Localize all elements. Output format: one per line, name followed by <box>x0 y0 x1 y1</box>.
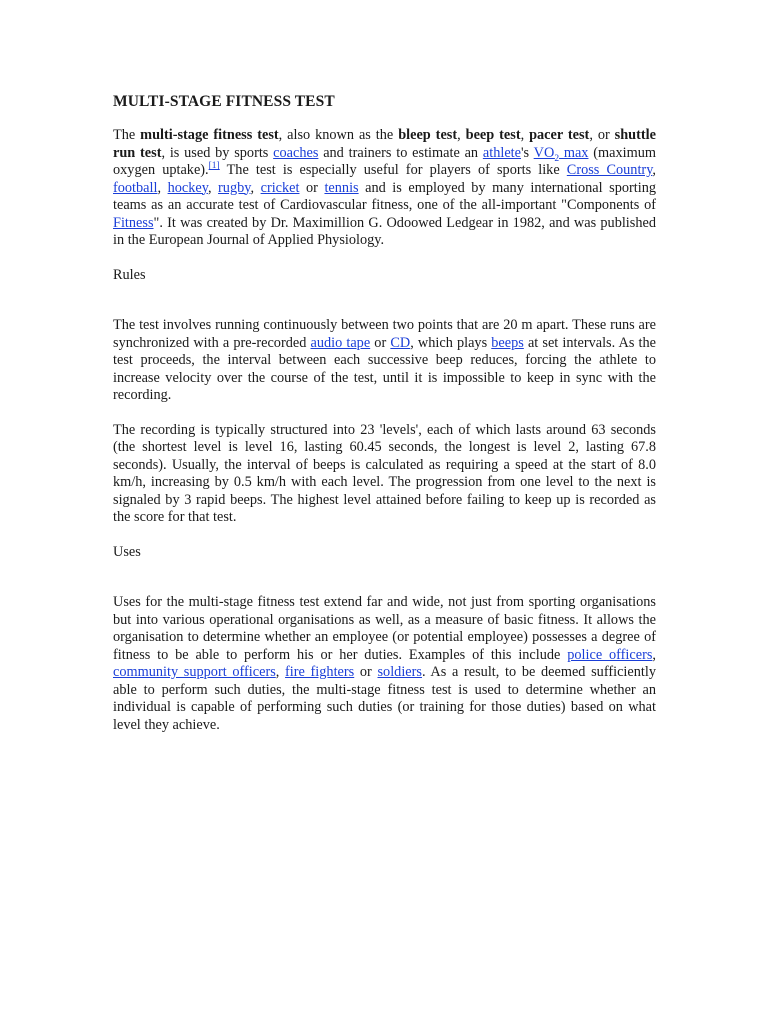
bold-term-beep-test: beep test <box>465 127 521 143</box>
uses-paragraph <box>113 594 656 734</box>
text-run: , <box>652 162 656 178</box>
text-run: The test is especially useful for players of sports like <box>219 162 567 178</box>
bold-term-multi-stage-fitness-test: multi-stage fitness test <box>140 127 279 143</box>
link-tennis[interactable]: tennis <box>324 179 359 196</box>
rules-paragraph-1 <box>113 317 656 405</box>
text-run: , also known as the <box>278 127 399 143</box>
section-gap <box>113 561 656 594</box>
link-vo2-max-text: max <box>559 144 589 161</box>
link-police-officers[interactable]: police officers <box>567 646 653 663</box>
link-coaches[interactable]: coaches <box>273 144 319 161</box>
section-gap <box>113 284 656 317</box>
document-page <box>113 93 656 734</box>
text-run: , <box>457 127 466 143</box>
link-athlete[interactable]: athlete <box>482 144 521 161</box>
paragraph-gap <box>113 527 656 544</box>
text-run: ". It was created by Dr. Maximillion G. Odoowed Ledgear in 1982, and was published in the European Journal of Applied Physiology. <box>113 214 656 248</box>
bold-term-pacer-test: pacer test <box>529 127 590 143</box>
text-run: or <box>354 664 378 680</box>
bold-term-bleep-test: bleep test <box>398 127 458 143</box>
text-run: 's <box>520 144 534 161</box>
text-run: and trainers to estimate an <box>318 144 483 161</box>
link-vo2-text: VO <box>533 144 555 161</box>
text-run: or <box>370 334 391 351</box>
text-run: or <box>299 179 325 196</box>
link-hockey[interactable]: hockey <box>167 179 208 196</box>
text-run: The test involves running continuously between two points that are 20 m apart. These runs are synchronized with a pre-recorded <box>113 317 656 351</box>
text-run: , <box>652 646 656 663</box>
text-run: . As a result, to be deemed sufficiently able to perform such duties, the multi-stage fitness test is used to determine whether an individual is capable of performing such duties (or training for those duties) based on what level they achieve. <box>113 664 656 733</box>
text-run: (maximum oxygen uptake). <box>113 144 656 178</box>
intro-paragraph <box>113 127 656 250</box>
link-rugby[interactable]: rugby <box>218 179 251 196</box>
text-run: Uses for the multi-stage fitness test extend far and wide, not just from sporting organisations but into various operational organisations as well, as a measure of basic fitness. It allows the organisation to determine whether an employee (or potential employee) possesses a degree of fitness to be able to perform his or her duties. Examples of this include <box>113 594 656 663</box>
link-fitness[interactable]: Fitness <box>113 214 154 231</box>
link-vo2-max[interactable] <box>533 144 589 164</box>
link-fire-fighters[interactable]: fire fighters <box>285 664 355 680</box>
text-run: , <box>207 179 219 196</box>
link-cricket[interactable]: cricket <box>260 179 300 196</box>
link-beeps[interactable]: beeps <box>491 334 524 351</box>
section-heading-uses: Uses <box>113 543 141 560</box>
page-title: MULTI-STAGE FITNESS TEST <box>113 93 335 110</box>
link-cross-country[interactable]: Cross Country <box>566 162 653 178</box>
link-football[interactable]: football <box>113 179 158 196</box>
paragraph-gap <box>113 405 656 422</box>
link-community-support-officers[interactable]: community support officers <box>113 664 276 680</box>
text-run: at set intervals. As the test proceeds, the interval between each successive beep reduces, forcing the athlete to increase velocity over the course of the test, until it is impossible to keep in sync with the recording. <box>113 334 656 403</box>
section-heading-rules: Rules <box>113 266 146 283</box>
reference-link-1[interactable]: [1] <box>208 161 220 172</box>
text-run: , <box>157 179 168 196</box>
bold-term-shuttle-run-test: shuttle run test <box>113 127 656 161</box>
link-audio-tape[interactable]: audio tape <box>310 334 371 351</box>
text-run: , <box>250 179 261 196</box>
text-run: , which plays <box>410 334 492 351</box>
paragraph-gap <box>113 250 656 267</box>
link-cd[interactable]: CD <box>390 334 411 351</box>
text-run: , <box>275 664 286 680</box>
link-soldiers[interactable]: soldiers <box>377 664 422 680</box>
text-run: , is used by sports <box>161 144 274 161</box>
text-run: and is employed by many international sporting teams as an accurate test of Cardiovascular fitness, one of the all-important "Components of <box>113 179 657 213</box>
link-vo2-subscript: 2 <box>554 153 560 164</box>
rules-paragraph-2: The recording is typically structured into 23 'levels', each of which lasts around 63 seconds (the shortest level is level 16, lasting 60.45 seconds, the longest is level 2, lasting 67.8 seconds). Usually, the interval of beeps is calculated as requiring a speed at the start of 8.0 km/h, increasing by 0.5 km/h with each level. The progression from one level to the next is signaled by 3 rapid beeps. The highest level attained before failing to keep up is recorded as the score for that test. <box>113 421 656 525</box>
text-run: , <box>520 127 530 143</box>
text-run: , or <box>589 127 615 143</box>
text-run: The <box>113 127 141 143</box>
